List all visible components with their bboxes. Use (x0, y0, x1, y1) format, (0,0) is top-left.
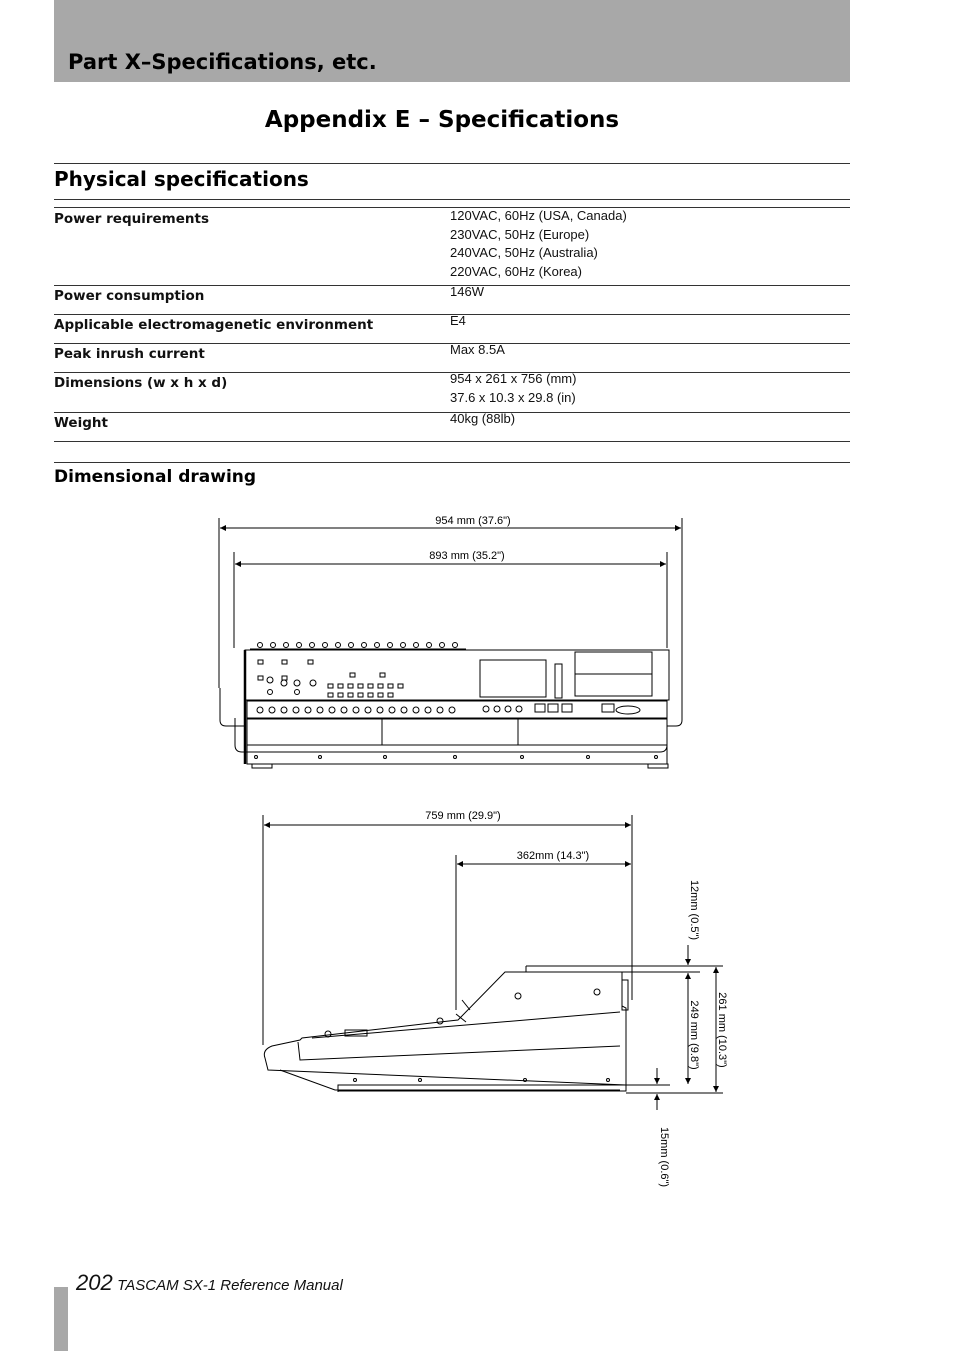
button-grid (258, 660, 403, 697)
display-screen (480, 660, 546, 697)
feet-height-label: 15mm (0.6") (658, 1126, 670, 1188)
spec-label: Applicable electromagenetic environment (54, 317, 374, 333)
meter-strip (555, 664, 562, 698)
spec-value-line: 240VAC, 50Hz (Australia) (450, 245, 598, 260)
knob-row (250, 643, 466, 650)
front-inner-width-label: 893 mm (35.2") (429, 550, 505, 562)
physical-specs-heading: Physical specifications (54, 167, 309, 191)
front-panel (247, 719, 667, 764)
spec-label: Weight (54, 415, 108, 431)
spec-label: Dimensions (w x h x d) (54, 375, 228, 391)
spec-value-line: Max 8.5A (450, 342, 505, 357)
side-rear-depth-label: 362mm (14.3") (516, 850, 590, 862)
overall-height-label: 261 mm (10.3") (716, 992, 728, 1068)
part-title: Part X–Specifications, etc. (68, 50, 377, 74)
front-overall-width-label: 954 mm (37.6") (435, 515, 511, 527)
spec-label: Power requirements (54, 211, 210, 227)
page-edge-tab (54, 1287, 68, 1351)
spec-value-line: 37.6 x 10.3 x 29.8 (in) (450, 389, 576, 405)
page-footer (76, 1270, 343, 1296)
channel-knobs (257, 704, 640, 714)
spec-value-line: 220VAC, 60Hz (Korea) (450, 263, 582, 279)
spec-value-line: 146W (450, 284, 484, 299)
spec-value-line: E4 (450, 313, 466, 328)
page-number: 202 (76, 1270, 113, 1295)
top-offset-label: 12mm (0.5") (688, 879, 700, 941)
side-body (264, 972, 626, 1085)
spec-value-line: 40kg (88lb) (450, 411, 516, 426)
spec-value-line: 954 x 261 x 756 (mm) (450, 371, 577, 386)
spec-value-line: 230VAC, 50Hz (Europe) (450, 226, 590, 242)
manual-title: TASCAM SX-1 Reference Manual (117, 1277, 343, 1294)
side-view (263, 815, 723, 1110)
body-height-label: 249 mm (9.8") (688, 1000, 700, 1070)
spec-value-line: 120VAC, 60Hz (USA, Canada) (450, 208, 627, 223)
spec-label: Peak inrush current (54, 346, 205, 362)
appendix-title: Appendix E – Specifications (264, 107, 620, 133)
dimensional-drawing-heading: Dimensional drawing (54, 467, 257, 487)
rear-panel (245, 650, 669, 700)
spec-label: Power consumption (54, 288, 205, 304)
side-depth-label: 759 mm (29.9") (425, 810, 501, 822)
